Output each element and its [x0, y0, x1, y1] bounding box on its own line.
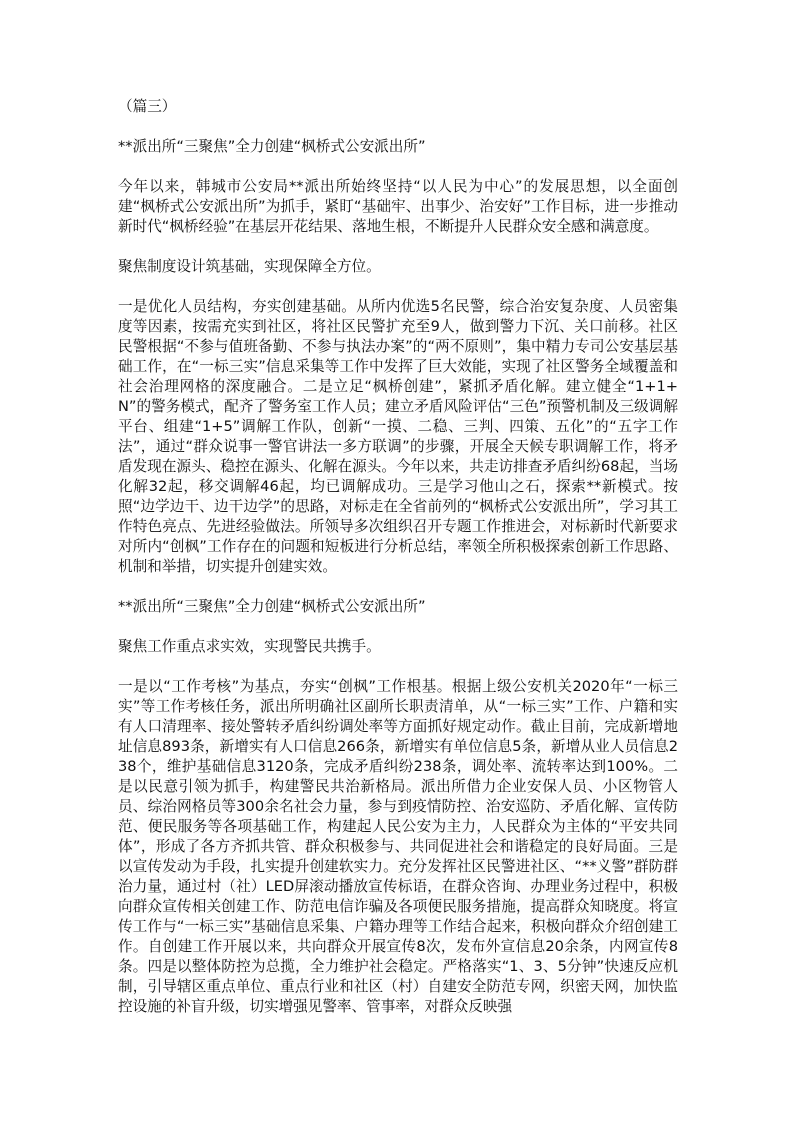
body-paragraph-1: 一是优化人员结构，夯实创建基础。从所内优选5名民警，综合治安复杂度、人员密集度等因素，按需充实到社区，将社区民警扩充至9人，做到警力下沉、关口前移。社区民警根据“不参与值班备勤、不参与执法办案”的“两不原则”，集中精力专司公安基层基础工作，在“一标三实”信息采集等工作中发挥了巨大效能，实现了社区警务全域覆盖和社会治理网格的深度融合。二是立足“枫桥创建”，紧抓矛盾化解。建立健全“1+1+N”的警务模式，配齐了警务室工作人员；建立矛盾风险评估“三色”预警机制及三级调解平台、组建“1+5”调解工作队，创新“一摸、二稳、三判、四策、五化”的“五字工作法”，通过“群众说事一警官讲法一多方联调”的步骤，开展全天候专职调解工作，将矛盾发现在源头、稳控在源头、化解在源头。今年以来，共走访排查矛盾纠纷68起，当场化解32起，移交调解46起，均已调解成功。三是学习他山之石，探索**新模式。按照“边学边干、边干边学”的思路，对标走在全省前列的“枫桥式公安派出所”，学习其工作特色亮点、先进经验做法。所领导多次组织召开专题工作推进会，对标新时代新要求对所内“创枫”工作存在的问题和短板进行分析总结，率领全所积极探索创新工作思路、机制和举措，切实提升创建实效。 [118, 298, 678, 575]
document-body [118, 97, 678, 1017]
body-paragraph-2: 一是以“工作考核”为基点，夯实“创枫”工作根基。根据上级公安机关2020年“一标三实”等工作考核任务，派出所明确社区副所长职责清单，从“一标三实”工作、户籍和实有人口清理率、接处警转矛盾纠纷调处率等方面抓好规定动作。截止目前，完成新增地址信息893条，新增实有人口信息266条，新增实有单位信息5条，新增从业人员信息238个，维护基础信息3120条，完成矛盾纠纷238条，调处率、流转率达到100%。二是以民意引领为抓手，构建警民共治新格局。派出所借力企业安保人员、小区物管人员、综治网格员等300余名社会力量，参与到疫情防控、治安巡防、矛盾化解、宣传防范、便民服务等各项基础工作，构建起人民公安为主力，人民群众为主体的“平安共同体”，形成了各方齐抓共管、群众积极参与、共同促进社会和谐稳定的良好局面。三是以宣传发动为手段，扎实提升创建软实力。充分发挥社区民警进社区、“**义警”群防群治力量，通过村（社）LED屏滚动播放宣传标语，在群众咨询、办理业务过程中，积极向群众宣传相关创建工作、防范电信诈骗及各项便民服务措施，提高群众知晓度。将宣传工作与“一标三实”基础信息采集、户籍办理等工作结合起来，积极向群众介绍创建工作。自创建工作开展以来，共向群众开展宣传8次，发布外宣信息20余条，内网宣传8条。四是以整体防控为总揽，全力维护社会稳定。严格落实“1、3、5分钟”快速反应机制，引导辖区重点单位、重点行业和社区（村）自建安全防范专网，织密天网，加快监控设施的补盲升级，切实增强见警率、管事率，对群众反映强 [118, 678, 678, 1015]
article-title-repeat: **派出所“三聚焦”全力创建“枫桥式公安派出所” [118, 598, 426, 615]
section-label: （篇三） [118, 98, 177, 115]
section-heading-1: 聚焦制度设计筑基础，实现保障全方位。 [118, 258, 381, 275]
section-heading-2: 聚焦工作重点求实效，实现警民共携手。 [118, 638, 381, 655]
article-title: **派出所“三聚焦”全力创建“枫桥式公安派出所” [118, 138, 426, 155]
intro-paragraph: 今年以来，韩城市公安局**派出所始终坚持“以人民为中心”的发展思想，以全面创建“枫桥式公安派出所”为抓手，紧盯“基础牢、出事少、治安好”工作目标，进一步推动新时代“枫桥经验”在基层开花结果、落地生根，不断提升人民群众安全感和满意度。 [118, 178, 678, 235]
